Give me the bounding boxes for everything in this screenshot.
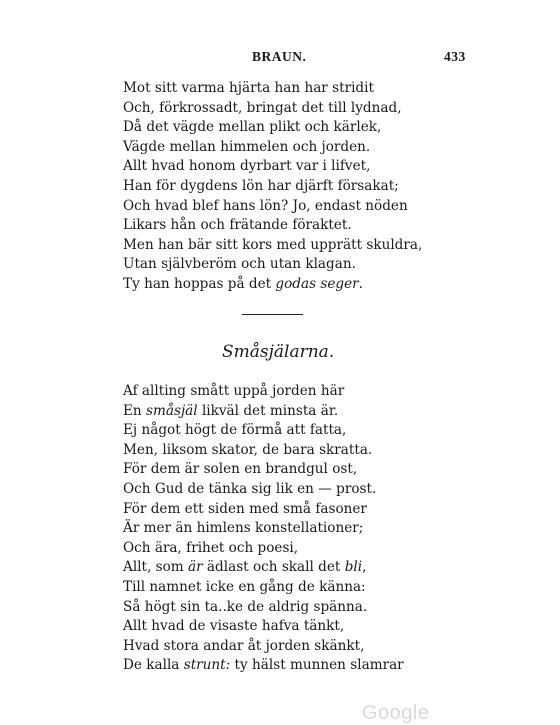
poem-stanza-braun	[123, 79, 422, 295]
verse-text: Allt hvad honom dyrbart var i lifvet,	[123, 158, 371, 175]
verse-text: För dem är solen en brandgul ost,	[123, 461, 358, 478]
verse-line	[123, 519, 404, 539]
verse-text: Hvad stora andar åt jorden skänkt,	[123, 637, 365, 654]
verse-line	[123, 460, 404, 480]
verse-line	[123, 177, 422, 197]
verse-line	[123, 617, 404, 637]
verse-text: En	[123, 402, 146, 419]
verse-line	[123, 275, 422, 295]
verse-text: För dem ett siden med små fasoner	[123, 500, 367, 517]
verse-line	[123, 402, 404, 422]
verse-text: Allt hvad de visaste hafva tänkt,	[123, 618, 345, 635]
verse-text: ,	[362, 559, 367, 576]
verse-text: Ej något högt de förmå att fatta,	[123, 422, 347, 439]
verse-line	[123, 79, 422, 99]
verse-line	[123, 157, 422, 177]
verse-text: likväl det minsta är.	[197, 402, 339, 419]
verse-text: Allt, som	[123, 559, 188, 576]
verse-emphasis: godas seger	[275, 275, 359, 292]
verse-line	[123, 500, 404, 520]
verse-text: Men han bär sitt kors med upprätt skuldra,	[123, 236, 423, 253]
verse-line	[123, 441, 404, 461]
verse-line	[123, 216, 422, 236]
verse-line	[123, 99, 422, 119]
verse-text: Vägde mellan himmelen och jorden.	[123, 138, 371, 155]
verse-text: Och, förkrossadt, bringat det till lydnad,	[123, 99, 402, 116]
verse-text: Då det vägde mellan plikt och kärlek,	[123, 119, 382, 136]
verse-text: Är mer än himlens konstellationer;	[123, 520, 364, 537]
verse-line	[123, 236, 422, 256]
verse-line	[123, 480, 404, 500]
verse-text: Mot sitt varma hjärta han har stridit	[123, 80, 374, 96]
verse-line	[123, 539, 404, 559]
verse-text: .	[358, 275, 363, 292]
verse-text: Af allting smått uppå jorden här	[123, 383, 345, 399]
verse-text: Och hvad blef hans lön? Jo, endast nöden	[123, 197, 408, 214]
verse-line	[123, 197, 422, 217]
verse-line	[123, 558, 404, 578]
verse-text: Och Gud de tänka sig lik en — prost.	[123, 480, 377, 497]
verse-text: Likars hån och frätande föraktet.	[123, 217, 352, 234]
verse-line	[123, 578, 404, 598]
verse-emphasis: småsjäl	[146, 402, 198, 419]
running-head	[0, 49, 560, 69]
verse-emphasis: bli	[344, 559, 363, 576]
watermark-logo: Google	[362, 702, 430, 724]
verse-line	[123, 598, 404, 618]
verse-emphasis: strunt:	[183, 657, 231, 674]
verse-line	[123, 118, 422, 138]
verse-emphasis: är	[188, 559, 203, 576]
verse-text: Men, liksom skator, de bara skratta.	[123, 441, 373, 458]
page-number: 433	[444, 49, 466, 64]
verse-text: Så högt sin ta..ke de aldrig spänna.	[123, 598, 368, 615]
verse-line	[123, 255, 422, 275]
verse-line	[123, 421, 404, 441]
poem-stanza-smasjalarna	[123, 382, 404, 676]
running-title: BRAUN.	[252, 49, 307, 64]
verse-text: Ty han hoppas på det	[123, 275, 276, 292]
verse-line	[123, 637, 404, 657]
verse-text: Till namnet icke en gång de känna:	[123, 578, 366, 595]
poem-title: Småsjälarna.	[222, 342, 335, 362]
verse-line	[123, 656, 404, 676]
verse-text: Utan självberöm och utan klagan.	[123, 256, 356, 273]
verse-text: ädlast och skall det	[202, 559, 345, 576]
verse-text: ty hälst munnen slamrar	[230, 657, 404, 674]
verse-text: Och ära, frihet och poesi,	[123, 539, 299, 556]
verse-line	[123, 138, 422, 158]
verse-text: De kalla	[123, 657, 184, 674]
verse-text: Han för dygdens lön har djärft försakat;	[123, 177, 399, 194]
section-separator-rule	[242, 314, 303, 315]
verse-line	[123, 382, 404, 402]
